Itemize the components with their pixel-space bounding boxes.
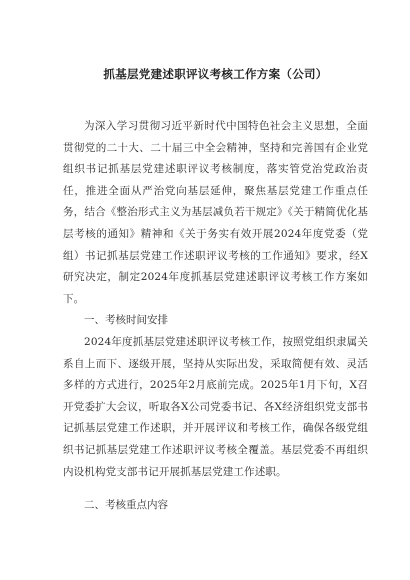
section-heading-schedule: 一、考核时间安排: [84, 314, 168, 327]
schedule-paragraph: 2024年度抓基层党建述职评议考核工作，按照党组织隶属关系自上而下、逐级开展，坚持从实际出发，采取简便有效、灵活多样的方式进行，2025年2月底前完成。2025年1月下旬，X召开党委扩大会议，听取各X公司党委书记、各X经济组织党支部书记抓基层党建工作述职，并开展评议和考核工作，确保各级党组织书记抓基层党建工作述职评议考核全覆盖。基层党委不再组织内设机构党支部书记开展抓基层党建工作述职。: [63, 335, 368, 478]
document-title: 抓基层党建述职评议考核工作方案（公司）: [103, 67, 328, 81]
intro-paragraph: 为深入学习贯彻习近平新时代中国特色社会主义思想，全面贯彻党的二十大、二十届三中全会精神，坚持和完善国有企业党组织书记抓基层党建述职评议考核制度，落实管党治党政治责任，推进全面从严治党向基层延伸，聚焦基层党建工作重点任务，结合《整治形式主义为基层减负若干规定》《关于精简优化基层考核的通知》精神和《关于务实有效开展2024年度党委（党组）书记抓基层党建工作述职评议考核的工作通知》要求，经X研究决定，制定2024年度抓基层党建述职评议考核工作方案如下。: [63, 120, 368, 305]
section-heading-key-content: 二、考核重点内容: [84, 499, 168, 512]
